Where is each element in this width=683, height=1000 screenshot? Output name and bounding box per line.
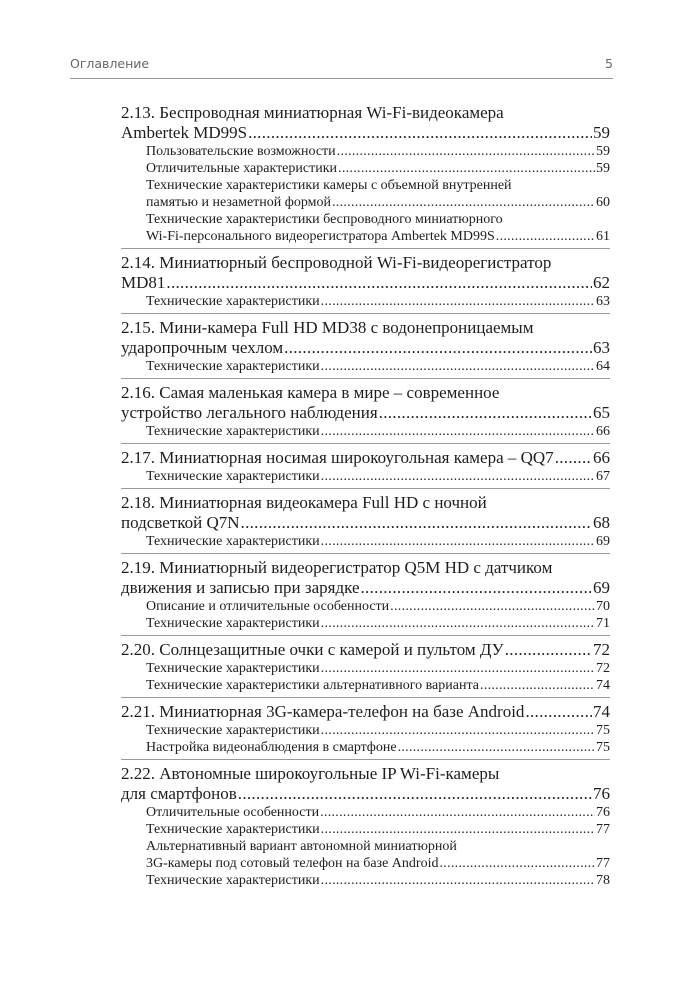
toc-subentry-text: Технические характеристики bbox=[146, 822, 320, 837]
toc-subentry-text: Технические характеристики bbox=[146, 294, 320, 309]
dot-leader bbox=[241, 513, 592, 533]
toc-subentry-text: Технические характеристики bbox=[146, 359, 320, 374]
dot-leader bbox=[321, 468, 595, 485]
dot-leader bbox=[321, 423, 595, 440]
toc-section bbox=[121, 383, 610, 444]
toc-subentry[interactable] bbox=[121, 468, 610, 485]
toc-subentry[interactable] bbox=[121, 804, 610, 821]
toc-section-entry-text: для смартфонов bbox=[121, 784, 237, 803]
toc-section-entry-text-line: 2.13. Беспроводная миниатюрная Wi-Fi-видеокамера bbox=[121, 103, 504, 122]
toc-section-entry-page: 69 bbox=[593, 578, 610, 597]
toc-section-entry[interactable] bbox=[121, 448, 610, 468]
toc-section-entry-page: 62 bbox=[593, 273, 610, 292]
toc-section-entry-text-line: 2.15. Мини-камера Full HD MD38 с водонепроницаемым bbox=[121, 318, 534, 337]
dot-leader bbox=[321, 615, 595, 632]
toc-subentry-text: Пользовательские возможности bbox=[146, 144, 336, 159]
toc-subentry[interactable] bbox=[121, 722, 610, 739]
toc-section-entry[interactable] bbox=[121, 403, 610, 423]
toc-section-entry-page: 68 bbox=[593, 513, 610, 532]
toc-section-entry-text-line: 2.18. Миниатюрная видеокамера Full HD с ночной bbox=[121, 493, 487, 512]
toc-section-entry[interactable] bbox=[121, 578, 610, 598]
dot-leader bbox=[321, 872, 595, 889]
toc-subentry-page: 75 bbox=[596, 723, 610, 738]
toc-section-entry[interactable] bbox=[121, 784, 610, 804]
toc-section bbox=[121, 702, 610, 760]
dot-leader bbox=[166, 273, 592, 293]
dot-leader bbox=[555, 448, 592, 468]
toc-subentry-text: Технические характеристики bbox=[146, 661, 320, 676]
dot-leader bbox=[338, 160, 595, 177]
toc-subentry-page: 61 bbox=[596, 229, 610, 244]
toc-subentry-page: 63 bbox=[596, 294, 610, 309]
toc-subentry[interactable] bbox=[121, 160, 610, 177]
toc-subentry-page: 59 bbox=[596, 144, 610, 159]
toc-section bbox=[121, 558, 610, 636]
toc-subentry-page: 59 bbox=[596, 161, 610, 176]
toc-section bbox=[121, 448, 610, 489]
toc-subentry-text: Технические характеристики bbox=[146, 424, 320, 439]
dot-leader bbox=[284, 338, 592, 358]
dot-leader bbox=[321, 821, 595, 838]
toc-subentry-page: 76 bbox=[596, 805, 610, 820]
toc-subentry-text: Технические характеристики bbox=[146, 534, 320, 549]
toc-section-entry-text: 2.21. Миниатюрная 3G-камера-телефон на базе Android bbox=[121, 702, 525, 721]
toc-section-entry-text: Ambertek MD99S bbox=[121, 123, 248, 142]
toc-section-entry-text: ударопрочным чехлом bbox=[121, 338, 284, 357]
toc-section bbox=[121, 318, 610, 379]
toc-section bbox=[121, 640, 610, 698]
toc-subentry-text: 3G-камеры под сотовый телефон на базе Android bbox=[146, 856, 439, 871]
dot-leader bbox=[390, 598, 595, 615]
toc-section-entry-page: 74 bbox=[593, 702, 610, 721]
toc-subentry-text: Технические характеристики bbox=[146, 723, 320, 738]
toc-subentry-text: памятью и незаметной формой bbox=[146, 195, 331, 210]
dot-leader bbox=[525, 702, 592, 722]
toc-section-entry[interactable] bbox=[121, 513, 610, 533]
toc-subentry-text: Технические характеристики альтернативного варианта bbox=[146, 678, 479, 693]
toc-section-entry-text-line: 2.19. Миниатюрный видеорегистратор Q5M HD с датчиком bbox=[121, 558, 553, 577]
dot-leader bbox=[337, 143, 595, 160]
toc-section-entry-page: 59 bbox=[593, 123, 610, 142]
toc-subentry[interactable] bbox=[121, 358, 610, 375]
toc-section bbox=[121, 253, 610, 314]
toc-section-entry[interactable] bbox=[121, 273, 610, 293]
toc-subentry-page: 74 bbox=[596, 678, 610, 693]
toc-subentry-page: 78 bbox=[596, 873, 610, 888]
toc-subentry-text: Технические характеристики bbox=[146, 616, 320, 631]
toc-section-entry-text: 2.20. Солнцезащитные очки с камерой и пультом ДУ bbox=[121, 640, 504, 659]
toc-subentry[interactable] bbox=[121, 615, 610, 632]
toc-section bbox=[121, 764, 610, 892]
dot-leader bbox=[321, 358, 595, 375]
toc-subentry-page: 77 bbox=[596, 822, 610, 837]
toc-subentry[interactable] bbox=[121, 821, 610, 838]
toc-subentry-text: Технические характеристики bbox=[146, 469, 320, 484]
dot-leader bbox=[321, 533, 595, 550]
toc-subentry-page: 70 bbox=[596, 599, 610, 614]
dot-leader bbox=[321, 293, 595, 310]
toc-section-entry[interactable] bbox=[121, 702, 610, 722]
toc-section-entry-text-line: 2.16. Самая маленькая камера в мире – современное bbox=[121, 383, 500, 402]
toc-subentry[interactable] bbox=[121, 598, 610, 615]
toc-section-entry-text-line: 2.14. Миниатюрный беспроводной Wi-Fi-видеорегистратор bbox=[121, 253, 552, 272]
header-title: Оглавление bbox=[70, 56, 150, 71]
toc-subentry[interactable] bbox=[121, 855, 610, 872]
toc-subentry[interactable] bbox=[121, 533, 610, 550]
toc-subentry-page: 60 bbox=[596, 195, 610, 210]
toc-subentry-text: Отличительные характеристики bbox=[146, 161, 338, 176]
toc-section-entry-text: MD81 bbox=[121, 273, 166, 292]
toc-section-entry[interactable] bbox=[121, 640, 610, 660]
toc-subentry-text: Wi-Fi-персонального видеорегистратора Ambertek MD99S bbox=[146, 229, 495, 244]
toc-section-entry-page: 63 bbox=[593, 338, 610, 357]
toc-section-entry-text-line: 2.22. Автономные широкоугольные IP Wi-Fi-камеры bbox=[121, 764, 500, 783]
page-number: 5 bbox=[605, 56, 613, 71]
toc-subentry-page: 67 bbox=[596, 469, 610, 484]
toc-subentry-page: 75 bbox=[596, 740, 610, 755]
dot-leader bbox=[505, 640, 592, 660]
dot-leader bbox=[321, 722, 595, 739]
toc-subentry-text: Настройка видеонаблюдения в смартфоне bbox=[146, 740, 397, 755]
toc-section-entry-text: 2.17. Миниатюрная носимая широкоугольная камера – QQ7 bbox=[121, 448, 554, 467]
toc-subentry-page: 69 bbox=[596, 534, 610, 549]
toc-section-entry-text: движения и записью при зарядке bbox=[121, 578, 360, 597]
toc-subentry[interactable] bbox=[121, 423, 610, 440]
toc-subentry[interactable] bbox=[121, 143, 610, 160]
toc-subentry-text: Отличительные особенности bbox=[146, 805, 320, 820]
dot-leader bbox=[398, 739, 595, 756]
toc-section bbox=[121, 103, 610, 249]
dot-leader bbox=[361, 578, 593, 598]
toc-subentry-text-line: Технические характеристики беспроводного миниатюрного bbox=[146, 212, 503, 227]
toc-section-entry-text: устройство легального наблюдения bbox=[121, 403, 378, 422]
toc-subentry-text: Технические характеристики bbox=[146, 873, 320, 888]
toc-section-entry-text: подсветкой Q7N bbox=[121, 513, 240, 532]
toc-section-entry[interactable] bbox=[121, 338, 610, 358]
dot-leader bbox=[379, 403, 592, 423]
dot-leader bbox=[321, 660, 595, 677]
toc-section-entry-page: 76 bbox=[593, 784, 610, 803]
toc-subentry[interactable] bbox=[121, 293, 610, 310]
toc-section-entry[interactable] bbox=[121, 123, 610, 143]
dot-leader bbox=[248, 123, 592, 143]
toc-subentry-page: 71 bbox=[596, 616, 610, 631]
toc-section-entry-page: 65 bbox=[593, 403, 610, 422]
toc-subentry-text-line: Технические характеристики камеры с объемной внутренней bbox=[146, 178, 512, 193]
table-of-contents bbox=[121, 103, 610, 896]
dot-leader bbox=[480, 677, 595, 694]
running-header bbox=[70, 56, 613, 79]
toc-subentry-page: 64 bbox=[596, 359, 610, 374]
toc-subentry-text: Описание и отличительные особенности bbox=[146, 599, 390, 614]
toc-subentry-page: 72 bbox=[596, 661, 610, 676]
toc-subentry[interactable] bbox=[121, 872, 610, 889]
dot-leader bbox=[320, 804, 595, 821]
toc-section bbox=[121, 493, 610, 554]
toc-subentry-text-line: Альтернативный вариант автономной миниатюрной bbox=[146, 839, 457, 854]
toc-subentry-page: 66 bbox=[596, 424, 610, 439]
toc-subentry[interactable] bbox=[121, 194, 610, 211]
dot-leader bbox=[238, 784, 592, 804]
dot-leader bbox=[332, 194, 595, 211]
dot-leader bbox=[439, 855, 595, 872]
toc-section-entry-page: 66 bbox=[593, 448, 610, 467]
toc-section-entry-page: 72 bbox=[593, 640, 610, 659]
toc-subentry-page: 77 bbox=[596, 856, 610, 871]
toc-subentry[interactable] bbox=[121, 660, 610, 677]
toc-subentry[interactable] bbox=[121, 228, 610, 245]
dot-leader bbox=[496, 228, 595, 245]
toc-subentry[interactable] bbox=[121, 677, 610, 694]
toc-subentry[interactable] bbox=[121, 739, 610, 756]
